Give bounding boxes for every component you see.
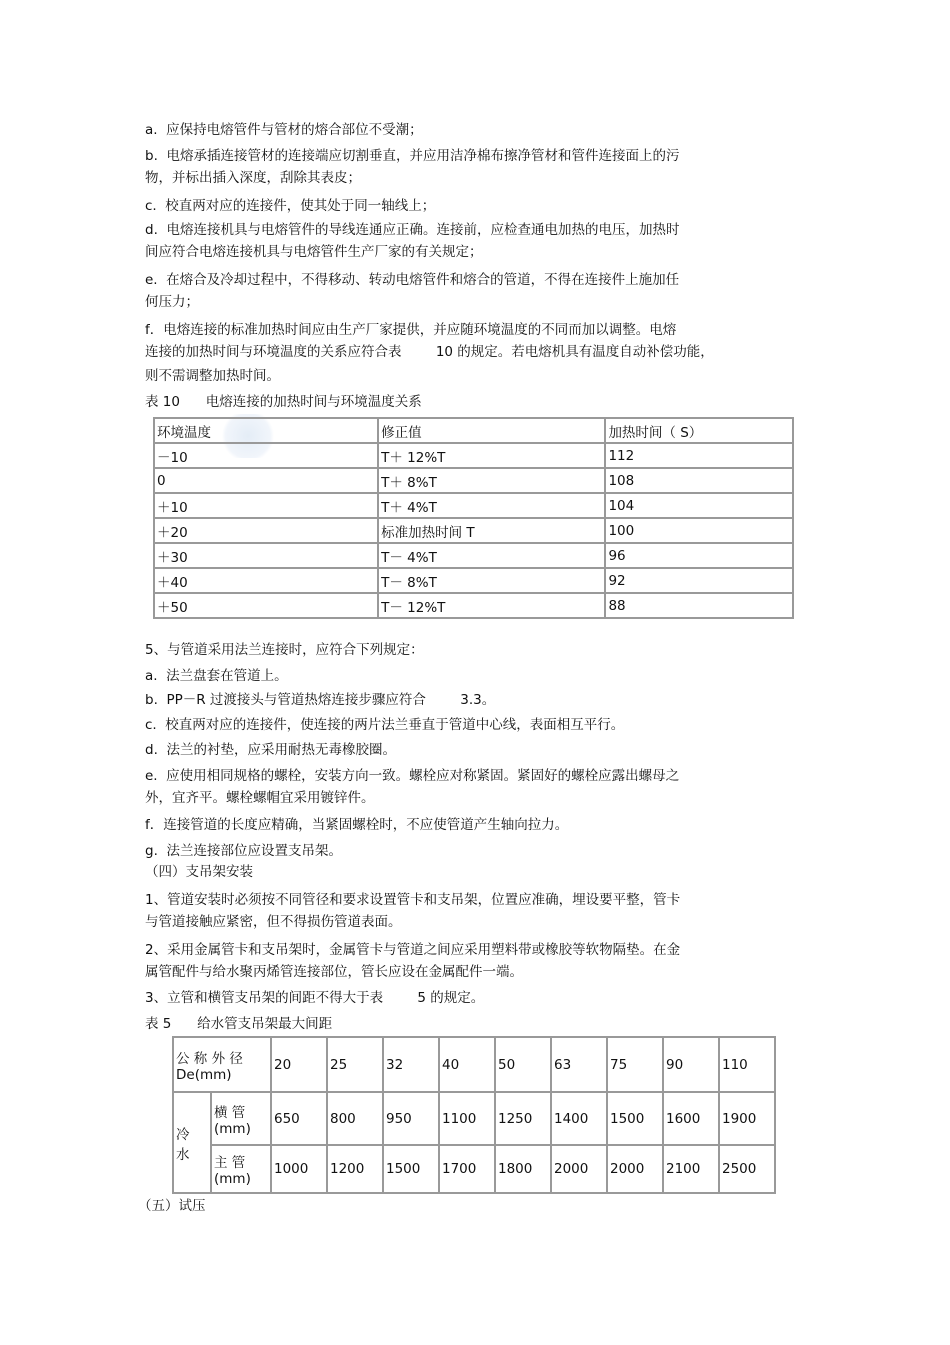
support-spacing-table <box>172 1036 776 1194</box>
header-cell: 加热时间（ S） <box>605 418 793 443</box>
paragraph-line: 则不需调整加热时间。 <box>145 368 280 384</box>
table-row <box>173 1092 775 1145</box>
table-row <box>154 443 793 468</box>
paragraph-line: 3、立管和横管支吊架的间距不得大于表 5 的规定。 <box>145 990 485 1006</box>
paragraph-line: e. 应使用相同规格的螺栓，安装方向一致。螺栓应对称紧固。紧固好的螺栓应露出螺母之 <box>145 768 680 784</box>
cell: 25 <box>327 1037 383 1092</box>
cell: 1400 <box>551 1092 607 1145</box>
group-label: 冷 <box>176 1126 190 1143</box>
cell: 1700 <box>439 1145 495 1193</box>
cell: T－ 8%T <box>378 568 605 593</box>
row-label: (mm) <box>214 1120 251 1137</box>
header-cell <box>173 1037 271 1092</box>
cell: T＋ 4%T <box>378 493 605 518</box>
row-label-cell <box>211 1092 271 1145</box>
row-label: 横 管 <box>214 1104 246 1121</box>
paragraph-line: e. 在熔合及冷却过程中，不得移动、转动电熔管件和熔合的管道，不得在连接件上施加任 <box>145 272 680 288</box>
cell: 2000 <box>551 1145 607 1193</box>
paragraph-line: 与管道接触应紧密，但不得损伤管道表面。 <box>145 914 402 930</box>
cell: 650 <box>271 1092 327 1145</box>
cell: 标准加热时间 T <box>378 518 605 543</box>
cell: 110 <box>719 1037 775 1092</box>
paragraph-line: c. 校直两对应的连接件，使连接的两片法兰垂直于管道中心线，表面相互平行。 <box>145 717 625 733</box>
row-label: 主 管 <box>214 1155 246 1171</box>
cell: 1900 <box>719 1092 775 1145</box>
cell: ＋20 <box>154 518 378 543</box>
table-caption: 表 5 给水管支吊架最大间距 <box>145 1016 333 1032</box>
table-header-row <box>154 418 793 443</box>
table-caption: 表 10 电熔连接的加热时间与环境温度关系 <box>145 394 422 410</box>
cell: 1100 <box>439 1092 495 1145</box>
paragraph-line: 外，宜齐平。螺栓螺帽宜采用镀锌件。 <box>145 790 375 806</box>
cell: ＋40 <box>154 568 378 593</box>
cell: 100 <box>605 518 793 543</box>
row-label-cell <box>211 1145 271 1193</box>
paragraph-line: a. 法兰盘套在管道上。 <box>145 668 288 684</box>
section-heading: （五）试压 <box>138 1198 206 1214</box>
paragraph-line: f．电熔连接的标准加热时间应由生产厂家提供，并应随环境温度的不同而加以调整。电熔 <box>145 322 677 338</box>
cell: 75 <box>607 1037 663 1092</box>
cell: 90 <box>663 1037 719 1092</box>
paragraph-line: f．连接管道的长度应精确，当紧固螺栓时，不应使管道产生轴向拉力。 <box>145 817 569 833</box>
table-header-row <box>173 1037 775 1092</box>
cell: 950 <box>383 1092 439 1145</box>
cell: 112 <box>605 443 793 468</box>
cell: 2500 <box>719 1145 775 1193</box>
cell: T＋ 12%T <box>378 443 605 468</box>
cell: 1250 <box>495 1092 551 1145</box>
cell: 50 <box>495 1037 551 1092</box>
cell: T－ 12%T <box>378 593 605 618</box>
cell: ＋30 <box>154 543 378 568</box>
cell: 2100 <box>663 1145 719 1193</box>
group-cell <box>173 1092 211 1193</box>
table-row <box>154 543 793 568</box>
cell: ＋50 <box>154 593 378 618</box>
paragraph-line: 1、管道安装时必须按不同管径和要求设置管卡和支吊架，位置应准确，埋设要平整，管卡 <box>145 892 681 908</box>
header-label: 公 称 外 径 <box>176 1050 243 1067</box>
cell: －10 <box>154 443 378 468</box>
paragraph-line: 5、与管道采用法兰连接时，应符合下列规定： <box>145 642 424 658</box>
header-cell: 环境温度 <box>154 418 378 443</box>
cell: 1500 <box>607 1092 663 1145</box>
cell: 108 <box>605 468 793 493</box>
paragraph-line: b. PP－R 过渡接头与管道热熔连接步骤应符合 3.3。 <box>145 692 496 708</box>
header-label: De(mm) <box>176 1066 232 1083</box>
paragraph-line: b. 电熔承插连接管材的连接端应切割垂直，并应用洁净棉布擦净管材和管件连接面上的污 <box>145 148 680 164</box>
cell: 40 <box>439 1037 495 1092</box>
cell: 2000 <box>607 1145 663 1193</box>
cell: 96 <box>605 543 793 568</box>
paragraph-line: 属管配件与给水聚丙烯管连接部位，管长应设在金属配件一端。 <box>145 964 523 980</box>
table-row <box>154 493 793 518</box>
row-label: (mm) <box>214 1171 251 1187</box>
header-cell: 修正值 <box>378 418 605 443</box>
cell: 88 <box>605 593 793 618</box>
cell: 1000 <box>271 1145 327 1193</box>
cell: 1600 <box>663 1092 719 1145</box>
table-row <box>154 468 793 493</box>
paragraph-line: g. 法兰连接部位应设置支吊架。 <box>145 843 342 859</box>
paragraph-line: d. 法兰的衬垫，应采用耐热无毒橡胶圈。 <box>145 742 396 758</box>
group-label: 水 <box>176 1146 190 1163</box>
table-row <box>154 593 793 618</box>
paragraph-line: 物，并标出插入深度，刮除其表皮； <box>145 170 361 186</box>
paragraph-line: d. 电熔连接机具与电熔管件的导线连通应正确。连接前，应检查通电加热的电压，加热时 <box>145 222 680 238</box>
cell: 104 <box>605 493 793 518</box>
paragraph-line: 何压力； <box>145 294 199 310</box>
cell: 32 <box>383 1037 439 1092</box>
cell: 1800 <box>495 1145 551 1193</box>
cell: 1200 <box>327 1145 383 1193</box>
cell: 63 <box>551 1037 607 1092</box>
table-row <box>154 518 793 543</box>
cell: ＋10 <box>154 493 378 518</box>
paragraph-line: 间应符合电熔连接机具与电熔管件生产厂家的有关规定； <box>145 244 483 260</box>
paragraph-line: c. 校直两对应的连接件，使其处于同一轴线上； <box>145 198 436 214</box>
table-row <box>173 1145 775 1193</box>
section-heading: （四）支吊架安装 <box>145 864 253 880</box>
paragraph-line: a. 应保持电熔管件与管材的熔合部位不受潮； <box>145 122 423 138</box>
paragraph-line: 连接的加热时间与环境温度的关系应符合表 10 的规定。若电熔机具有温度自动补偿功能， <box>145 344 714 360</box>
cell: T＋ 8%T <box>378 468 605 493</box>
cell: 1500 <box>383 1145 439 1193</box>
cell: 0 <box>154 468 378 493</box>
table-row <box>154 568 793 593</box>
cell: 92 <box>605 568 793 593</box>
paragraph-line: 2、采用金属管卡和支吊架时，金属管卡与管道之间应采用塑料带或橡胶等软物隔垫。在金 <box>145 942 681 958</box>
cell: T－ 4%T <box>378 543 605 568</box>
heating-time-table <box>153 417 794 619</box>
cell: 20 <box>271 1037 327 1092</box>
cell: 800 <box>327 1092 383 1145</box>
